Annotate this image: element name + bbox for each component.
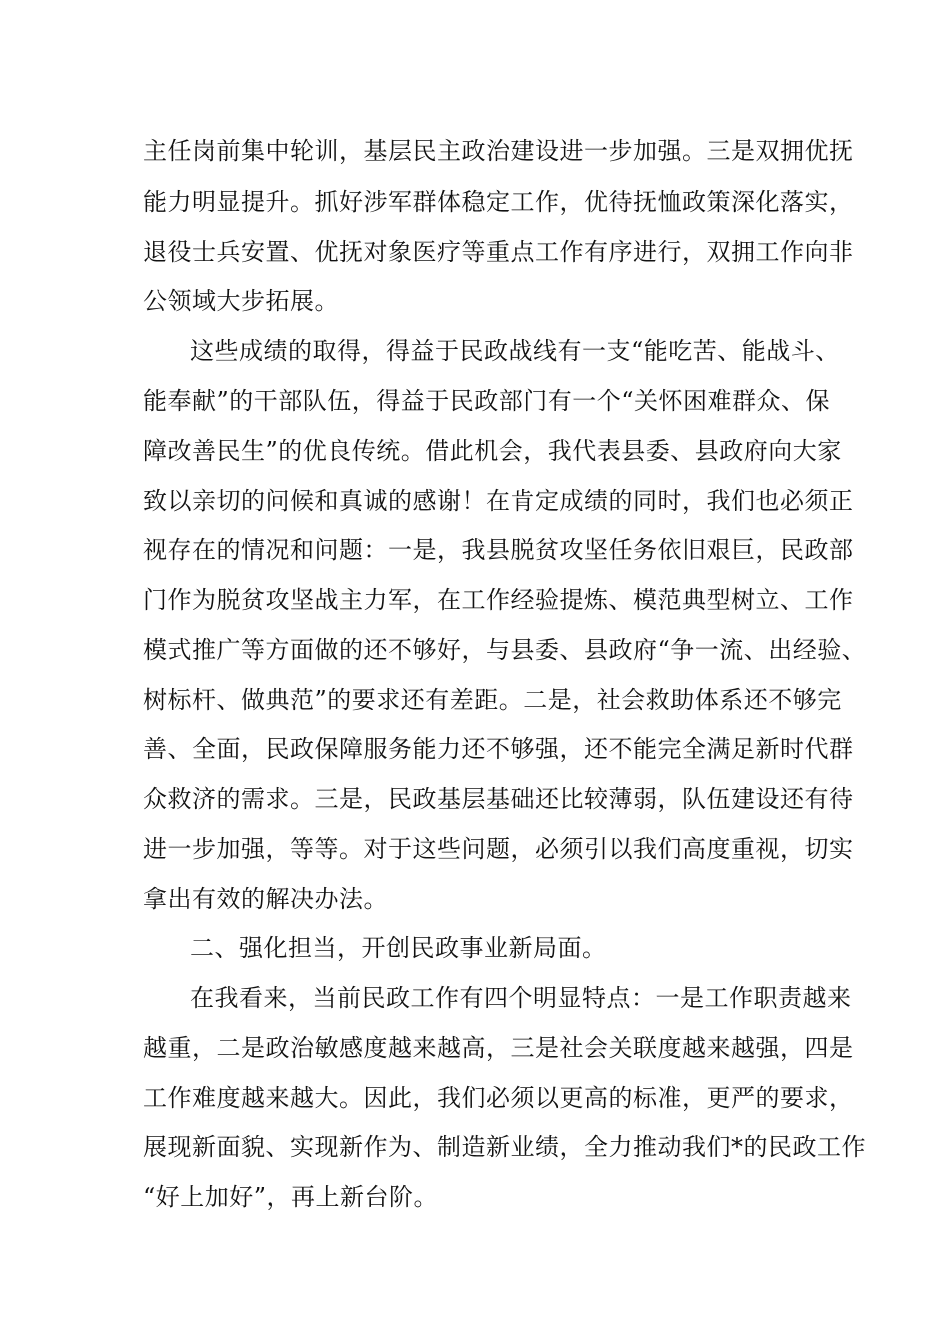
- text-line: 进一步加强，等等。对于这些问题，必须引以我们高度重视，切实: [143, 835, 854, 863]
- text-line: 能力明显提升。抓好涉军群体稳定工作，优待抚恤政策深化落实，: [143, 188, 854, 216]
- text-line: 展现新面貌、实现新作为、制造新业绩，全力推动我们*的民政工作: [143, 1133, 866, 1161]
- text-line: “好上加好”，再上新台阶。: [143, 1183, 439, 1211]
- text-line: 树标杆、做典范”的要求还有差距。二是，社会救助体系还不够完: [143, 686, 842, 714]
- paragraph-first-line: 在我看来，当前民政工作有四个明显特点：一是工作职责越来: [190, 984, 852, 1012]
- text-line: 门作为脱贫攻坚战主力军，在工作经验提炼、模范典型树立、工作: [143, 586, 854, 614]
- text-line: 退役士兵安置、优抚对象医疗等重点工作有序进行，双拥工作向非: [143, 238, 854, 266]
- text-line: 公领域大步拓展。: [143, 287, 339, 315]
- text-line: 障改善民生”的优良传统。借此机会，我代表县委、县政府向大家: [143, 437, 842, 465]
- text-line: 越重，二是政治敏感度越来越高，三是社会关联度越来越强，四是: [143, 1034, 854, 1062]
- text-line: 工作难度越来越大。因此，我们必须以更高的标准，更严的要求，: [143, 1084, 854, 1112]
- paragraph-first-line: 这些成绩的取得，得益于民政战线有一支“能吃苦、能战斗、: [190, 337, 840, 365]
- text-line: 视存在的情况和问题：一是，我县脱贫攻坚任务依旧艰巨，民政部: [143, 536, 854, 564]
- text-line: 拿出有效的解决办法。: [143, 885, 388, 913]
- section-heading: 二、强化担当，开创民政事业新局面。: [190, 934, 607, 962]
- text-line: 模式推广等方面做的还不够好，与县委、县政府“争一流、出经验、: [143, 636, 867, 664]
- text-line: 主任岗前集中轮训，基层民主政治建设进一步加强。三是双拥优抚: [143, 137, 854, 165]
- text-line: 能奉献”的干部队伍，得益于民政部门有一个“关怀困难群众、保: [143, 387, 831, 415]
- text-line: 善、全面，民政保障服务能力还不够强，还不能完全满足新时代群: [143, 735, 854, 763]
- text-line: 众救济的需求。三是，民政基层基础还比较薄弱，队伍建设还有待: [143, 785, 854, 813]
- text-line: 致以亲切的问候和真诚的感谢！在肯定成绩的同时，我们也必须正: [143, 487, 854, 515]
